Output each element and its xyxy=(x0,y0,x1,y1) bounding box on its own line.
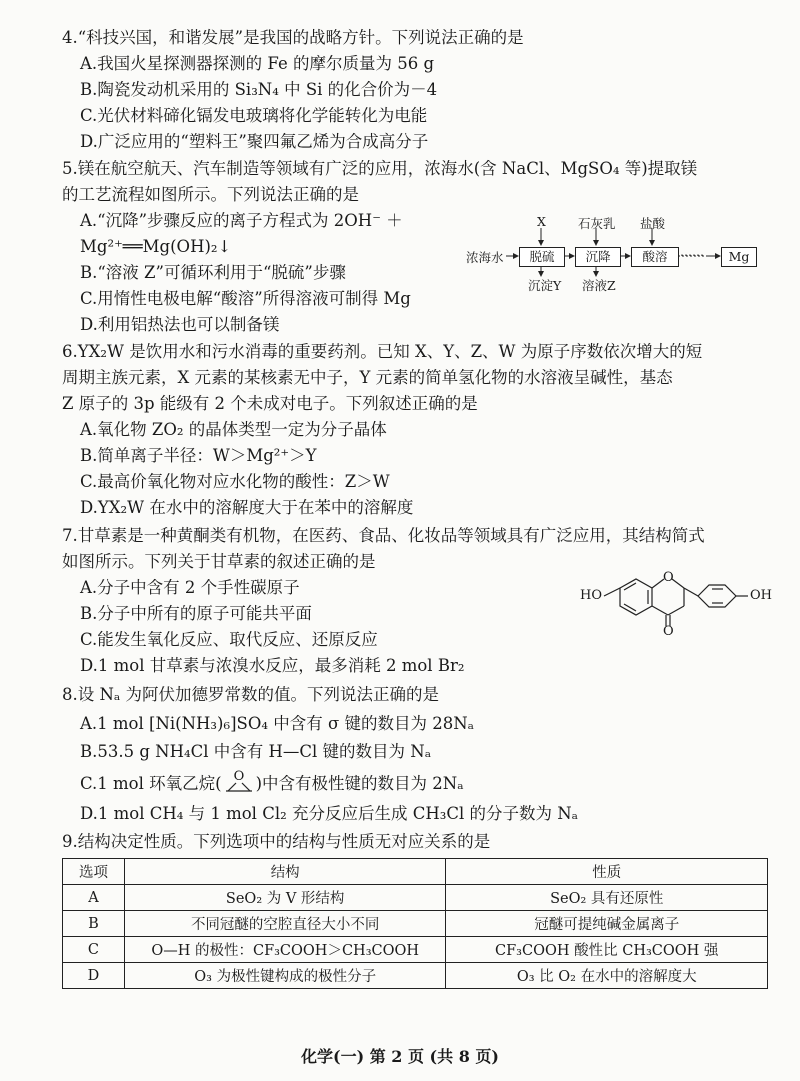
q9-stem: 9.结构决定性质。下列选项中的结构与性质无对应关系的是 xyxy=(62,832,491,851)
q6-stem-line3: Z 原子的 3p 能级有 2 个未成对电子。下列叙述正确的是 xyxy=(62,394,478,413)
row-a-option: A xyxy=(63,885,125,911)
q6-option-b: B.简单离子半径：W＞Mg²⁺＞Y xyxy=(80,446,317,465)
flow-box-desulfurize: 脱硫 xyxy=(519,247,565,267)
q6-stem-line2: 周期主族元素，X 元素的某核素无中子，Y 元素的简单氢化物的水溶液呈碱性，基态 xyxy=(62,368,673,387)
q5-stem-line2: 的工艺流程如图所示。下列说法正确的是 xyxy=(62,185,359,204)
row-d-option: D xyxy=(63,963,125,989)
q8-option-c xyxy=(80,768,464,796)
row-a-structure: SeO₂ 为 V 形结构 xyxy=(124,885,446,911)
flow-reagent-lime: 石灰乳 xyxy=(578,216,616,231)
row-c-structure: O—H 的极性：CF₃COOH＞CH₃COOH xyxy=(124,937,446,963)
row-a-property: SeO₂ 具有还原性 xyxy=(446,885,768,911)
structure-ho-label: HO xyxy=(580,588,602,603)
q8-option-c-post: )中含有极性键的数目为 2Nₐ xyxy=(255,774,464,793)
epoxide-o-label: O xyxy=(233,768,245,784)
q8-stem: 8.设 Nₐ 为阿伏加德罗常数的值。下列说法正确的是 xyxy=(62,685,440,704)
q5-option-a-line1: A.“沉降”步骤反应的离子方程式为 2OH⁻ ＋ xyxy=(80,211,403,230)
q8-option-d: D.1 mol CH₄ 与 1 mol Cl₂ 充分反应后生成 CH₃Cl 的分子数为 Nₐ xyxy=(80,804,579,823)
flow-reagent-hcl: 盐酸 xyxy=(640,216,666,231)
q7-stem-line1: 7.甘草素是一种黄酮类有机物，在医药、食品、化妆品等领域具有广泛应用，其结构简式 xyxy=(62,526,705,545)
flow-feed-label: 浓海水 xyxy=(466,250,504,265)
table-header-row xyxy=(63,859,768,885)
q5-option-b: B.“溶液 Z”可循环利用于“脱硫”步骤 xyxy=(80,263,346,282)
q5-option-a-line2: Mg²⁺══Mg(OH)₂↓ xyxy=(80,237,232,256)
row-b-option: B xyxy=(63,911,125,937)
q4-option-c: C.光伏材料碲化镉发电玻璃将化学能转化为电能 xyxy=(80,106,428,125)
structure-keto-o-label: O xyxy=(663,624,674,639)
structure-oh-label: OH xyxy=(750,588,772,603)
q4-option-a: A.我国火星探测器探测的 Fe 的摩尔质量为 56 g xyxy=(80,54,435,73)
table-row xyxy=(63,963,768,989)
q6-option-a: A.氧化物 ZO₂ 的晶体类型一定为分子晶体 xyxy=(80,420,387,439)
row-b-structure: 不同冠醚的空腔直径大小不同 xyxy=(124,911,446,937)
q5-option-c: C.用惰性电极电解“酸溶”所得溶液可制得 Mg xyxy=(80,289,411,308)
flow-box-acid-dissolve: 酸溶 xyxy=(631,247,679,267)
header-option: 选项 xyxy=(63,859,125,885)
q7-option-c: C.能发生氧化反应、取代反应、还原反应 xyxy=(80,630,378,649)
q8-option-a: A.1 mol [Ni(NH₃)₆]SO₄ 中含有 σ 键的数目为 28Nₐ xyxy=(80,714,475,733)
liquiritigenin-structure xyxy=(578,566,788,646)
row-d-structure: O₃ 为极性键构成的极性分子 xyxy=(124,963,446,989)
q5-flow-chart xyxy=(466,214,776,294)
structure-bonds xyxy=(578,566,788,646)
q8-option-b: B.53.5 g NH₄Cl 中含有 H—Cl 键的数目为 Nₐ xyxy=(80,742,432,761)
q5-stem-line1: 5.镁在航空航天、汽车制造等领域有广泛的应用，浓海水(含 NaCl、MgSO₄ 等)提取镁 xyxy=(62,159,698,178)
structure-ring-o-label: O xyxy=(663,570,674,585)
flow-box-mg: Mg xyxy=(721,247,757,267)
q6-option-c: C.最高价氧化物对应水化物的酸性：Z＞W xyxy=(80,472,390,491)
q4-option-b: B.陶瓷发动机采用的 Si₃N₄ 中 Si 的化合价为－4 xyxy=(80,80,438,99)
q4-option-d: D.广泛应用的“塑料王”聚四氟乙烯为合成高分子 xyxy=(80,132,429,151)
table-row xyxy=(63,885,768,911)
row-d-property: O₃ 比 O₂ 在水中的溶解度大 xyxy=(446,963,768,989)
table-row xyxy=(63,911,768,937)
flow-out-solution-z: 溶液Z xyxy=(582,278,616,293)
row-b-property: 冠醚可提纯碱金属离子 xyxy=(446,911,768,937)
flow-dots: …… xyxy=(680,245,704,259)
q7-option-a: A.分子中含有 2 个手性碳原子 xyxy=(80,578,300,597)
q8-option-c-pre: C.1 mol 环氧乙烷( xyxy=(80,774,222,793)
q7-stem-line2: 如图所示。下列关于甘草素的叙述正确的是 xyxy=(62,552,376,571)
row-c-property: CF₃COOH 酸性比 CH₃COOH 强 xyxy=(446,937,768,963)
q5-option-d: D.利用铝热法也可以制备镁 xyxy=(80,315,280,334)
flow-reagent-x: X xyxy=(537,214,546,229)
q4-stem: 4.“科技兴国，和谐发展”是我国的战略方针。下列说法正确的是 xyxy=(62,28,524,47)
flow-out-precipitate-y: 沉淀Y xyxy=(528,278,562,293)
table-row xyxy=(63,937,768,963)
q7-option-b: B.分子中所有的原子可能共平面 xyxy=(80,604,312,623)
row-c-option: C xyxy=(63,937,125,963)
q6-option-d: D.YX₂W 在水中的溶解度大于在苯中的溶解度 xyxy=(80,498,414,517)
q6-stem-line1: 6.YX₂W 是饮用水和污水消毒的重要药剂。已知 X、Y、Z、W 为原子序数依次增大的短 xyxy=(62,342,703,361)
page-footer: 化学(一) 第 2 页 (共 8 页) xyxy=(301,1047,499,1066)
q7-option-d: D.1 mol 甘草素与浓溴水反应，最多消耗 2 mol Br₂ xyxy=(80,656,465,675)
q9-table xyxy=(62,858,768,989)
flow-box-precipitate: 沉降 xyxy=(575,247,621,267)
header-structure: 结构 xyxy=(124,859,446,885)
header-property: 性质 xyxy=(446,859,768,885)
epoxide-icon xyxy=(222,768,256,795)
